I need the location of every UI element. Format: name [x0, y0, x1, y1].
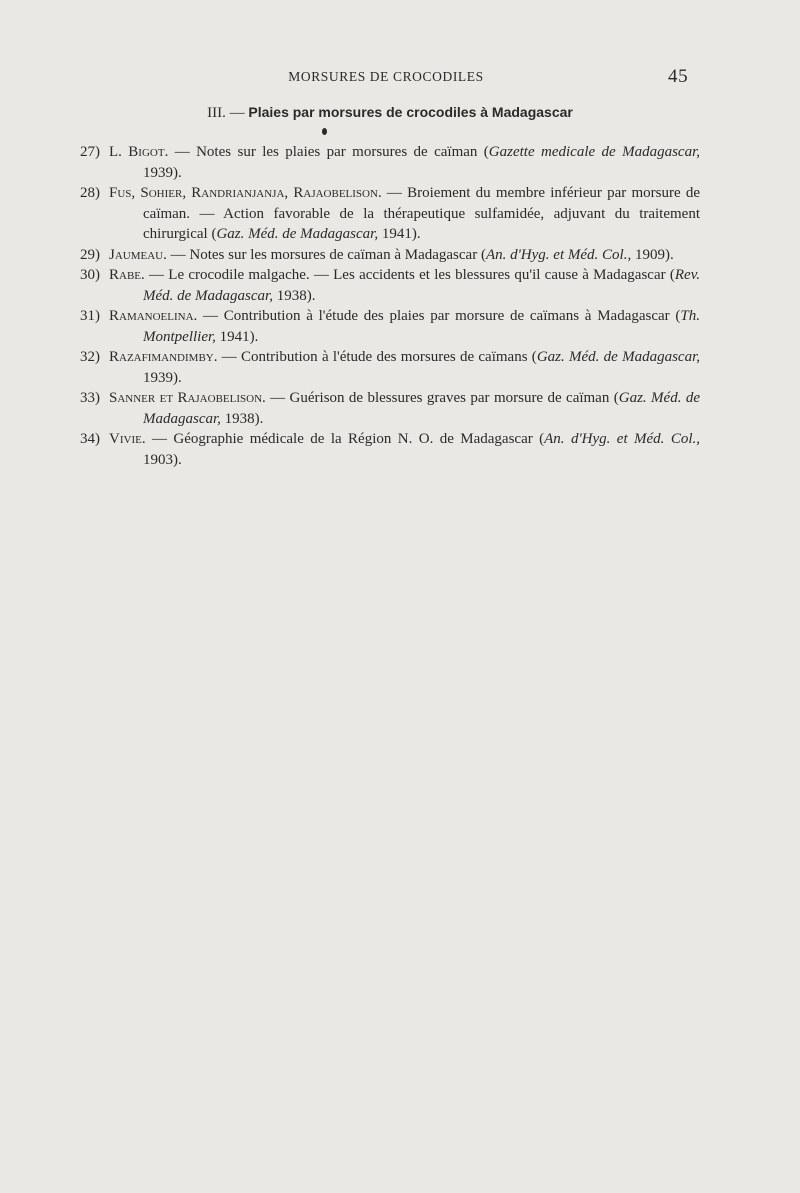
reference-item	[80, 347, 700, 388]
section-roman: III. —	[207, 105, 245, 121]
reference-author: Vivie.	[109, 431, 146, 447]
reference-year: 1903).	[143, 451, 182, 468]
reference-number: 33)	[80, 390, 100, 406]
reference-text: — Géographie médicale de la Région N. O. de Madagascar (	[145, 431, 545, 447]
reference-work: Gaz. Méd. de Madagascar,	[143, 390, 700, 427]
reference-text: — Le crocodile malgache. — Les accidents et les blessures qu'il cause à Madagascar (	[144, 267, 675, 283]
reference-item	[80, 183, 700, 245]
reference-item	[80, 265, 700, 306]
reference-year: 1909).	[631, 246, 674, 263]
reference-year: 1939).	[143, 369, 182, 386]
reference-author: Ramanoelina.	[109, 308, 198, 324]
section-title: Plaies par morsures de crocodiles à Madagascar	[248, 104, 573, 120]
bullet-mark	[322, 128, 327, 135]
reference-text: — Notes sur les morsures de caïman à Madagascar (	[166, 246, 486, 263]
page-number: 45	[668, 66, 689, 87]
reference-year: 1941).	[378, 226, 421, 242]
reference-year: 1938).	[220, 410, 264, 427]
reference-text: — Broiement du membre inférieur par morsure de caïman. — Action favorable de la thérapeutique sulfamidée, adjuvant du traitement chirurgical (	[143, 185, 700, 242]
reference-author: Razafimandimby.	[109, 349, 218, 365]
reference-item	[80, 388, 700, 429]
running-title: MORSURES DE CROCODILES	[288, 69, 484, 84]
reference-work: Gaz. Méd. de Madagascar,	[216, 226, 379, 242]
reference-year: 1941).	[215, 328, 259, 345]
reference-text: — Contribution à l'étude des plaies par morsure de caïmans à Madagascar (	[197, 308, 681, 324]
reference-text: — Guérison de blessures graves par morsure de caïman (	[265, 390, 619, 406]
reference-work: Gazette medicale de Madagascar,	[488, 144, 700, 160]
reference-author: Sanner et Rajaobelison.	[109, 390, 266, 406]
reference-work: Rev. Méd. de Madagascar,	[143, 267, 700, 304]
reference-number: 32)	[80, 349, 100, 365]
reference-number: 34)	[80, 431, 100, 447]
reference-item	[80, 245, 700, 266]
reference-text: — Notes sur les plaies par morsures de caïman (	[168, 144, 489, 160]
reference-item	[80, 142, 700, 183]
reference-work: An. d'Hyg. et Méd. Col.,	[544, 431, 700, 447]
reference-author: Rabe.	[109, 267, 145, 283]
reference-author: Jaumeau.	[109, 246, 167, 263]
reference-number: 27)	[80, 144, 100, 160]
reference-item	[80, 306, 700, 347]
reference-work: Th. Montpellier,	[143, 308, 700, 345]
reference-year: 1939).	[143, 164, 182, 181]
reference-text: — Contribution à l'étude des morsures de caïmans (	[217, 349, 537, 365]
reference-number: 28)	[80, 185, 100, 201]
reference-number: 30)	[80, 267, 100, 283]
reference-number: 31)	[80, 308, 100, 324]
reference-work: Gaz. Méd. de Madagascar,	[536, 349, 700, 365]
reference-list	[80, 142, 700, 470]
reference-work: An. d'Hyg. et Méd. Col.,	[485, 246, 632, 263]
reference-item	[80, 429, 700, 470]
reference-number: 29)	[80, 246, 100, 263]
section-heading	[0, 104, 780, 122]
running-head	[0, 67, 800, 89]
reference-year: 1938).	[272, 287, 316, 304]
reference-author: L. Bigot.	[109, 144, 169, 160]
reference-author: Fus, Sohier, Randrianjanja, Rajaobelison.	[109, 185, 382, 201]
